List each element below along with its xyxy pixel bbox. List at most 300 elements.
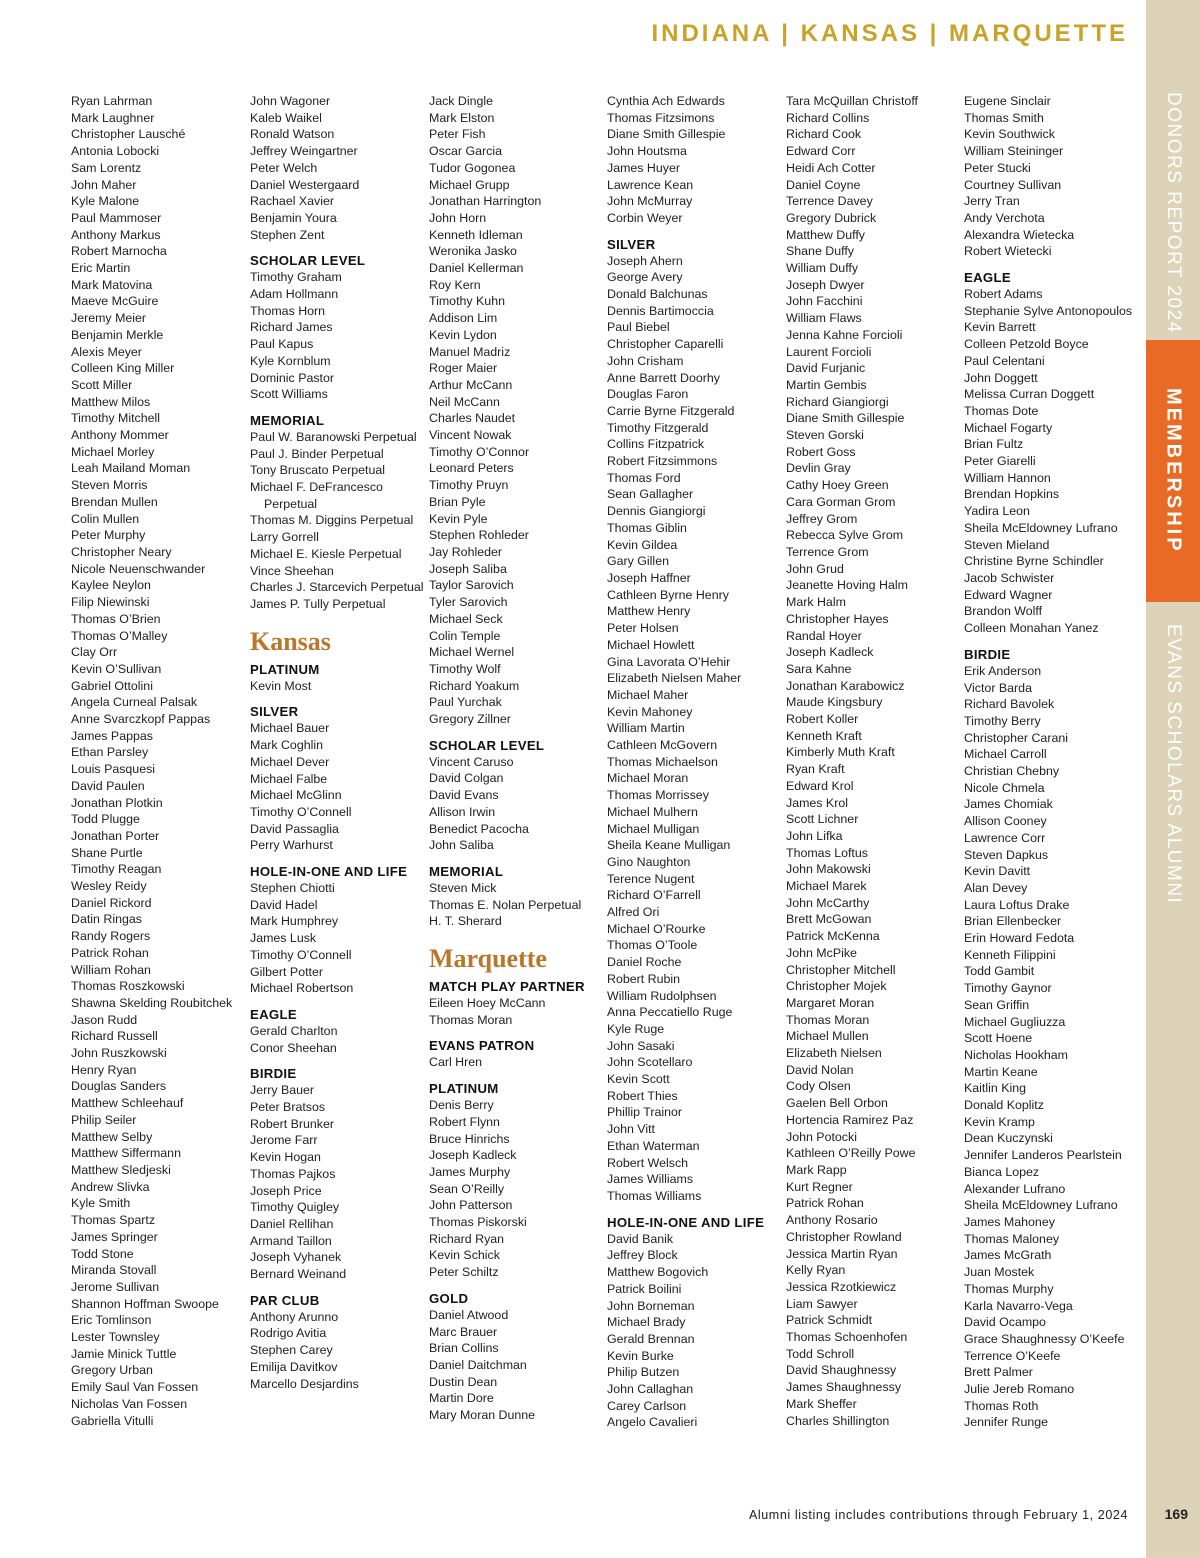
sidebar-subsection-text: EVANS SCHOLARS ALUMNI — [1163, 624, 1184, 905]
donor-column-4 — [607, 93, 783, 1431]
donor-name: Douglas Faron — [607, 387, 689, 402]
donor-columns — [71, 93, 1151, 1453]
donor-name: Tyler Sarovich — [429, 595, 508, 610]
donor-name: John Patterson — [429, 1198, 513, 1213]
donor-name: Robert Adams — [964, 287, 1043, 302]
donor-name: John Makowski — [786, 862, 871, 877]
donor-name: William Hannon — [964, 470, 1051, 485]
donor-name: David Colgan — [429, 771, 504, 786]
donor-name: Patrick Rohan — [786, 1196, 864, 1211]
donor-level-heading: MEMORIAL — [250, 412, 325, 428]
donor-name: Christopher Rowland — [786, 1229, 902, 1244]
donor-level-heading: EAGLE — [964, 270, 1011, 286]
donor-name: Devlin Gray — [786, 461, 851, 476]
donor-name: Colin Temple — [429, 628, 501, 643]
donor-name: Christopher Lausché — [71, 127, 186, 142]
sidebar-report-label — [1146, 80, 1200, 340]
donor-name: Thomas M. Diggins Perpetual — [250, 513, 414, 528]
donor-name: Terrence Grom — [786, 544, 869, 559]
donor-name: Mark Laughner — [71, 110, 155, 125]
donor-name: Brendan Hopkins — [964, 487, 1060, 502]
donor-name: Patrick Rohan — [71, 945, 149, 960]
donor-name: Brandon Wolff — [964, 604, 1043, 619]
donor-name: Jonathan Karabowicz — [786, 678, 905, 693]
donor-name: Thomas Moran — [786, 1012, 870, 1027]
donor-name: Daniel Daitchman — [429, 1358, 527, 1372]
donor-name: Jenna Kahne Forcioli — [786, 327, 903, 342]
donor-name: Martin Gembis — [786, 377, 867, 392]
section-heading: Kansas — [250, 626, 331, 656]
donor-name: Emily Saul Van Fossen — [71, 1380, 199, 1395]
donor-name: Larry Gorrell — [250, 530, 319, 545]
donor-name: Thomas Morrissey — [607, 788, 709, 803]
donor-name: Jonathan Harrington — [429, 194, 542, 209]
donor-column-5 — [786, 93, 962, 1429]
donor-level-heading: HOLE-IN-ONE AND LIFE — [250, 864, 408, 880]
donor-name: Leonard Peters — [429, 461, 514, 476]
donor-name: Shawna Skelding Roubitchek — [71, 995, 233, 1010]
donor-name: Charles J. Starcevich Perpetual — [250, 580, 424, 595]
donor-name: Karla Navarro-Vega — [964, 1298, 1073, 1313]
donor-name: Jerome Sullivan — [71, 1279, 160, 1294]
donor-name: Sean Griffin — [964, 997, 1030, 1012]
donor-name: Andrew Slivka — [71, 1179, 150, 1194]
donor-name: Kevin Scott — [607, 1072, 670, 1087]
donor-name: Robert Rubin — [607, 971, 681, 986]
donor-name: Angela Curneal Palsak — [71, 695, 198, 710]
donor-name: Thomas Schoenhofen — [786, 1330, 908, 1345]
donor-name: Brendan Mullen — [71, 494, 158, 509]
donor-name: Mark Humphrey — [250, 914, 339, 929]
donor-name: Christopher Mitchell — [786, 962, 896, 977]
donor-name: Taylor Sarovich — [429, 578, 514, 593]
donor-name: Robert Thies — [607, 1088, 678, 1103]
donor-name: Christopher Carani — [964, 730, 1068, 745]
donor-name: Timothy O’Connor — [429, 444, 530, 459]
donor-name: Michael Dever — [250, 754, 330, 769]
donor-name: David Paulen — [71, 778, 145, 793]
donor-name: Paul Mammoser — [71, 210, 162, 225]
donor-name: Lawrence Corr — [964, 830, 1046, 845]
donor-name: John McCarthy — [786, 895, 870, 910]
donor-name: Roy Kern — [429, 277, 481, 292]
donor-name: Christopher Caparelli — [607, 337, 724, 352]
donor-name: Daniel Kellerman — [429, 261, 524, 276]
donor-name: Timothy O’Connell — [250, 947, 352, 962]
donor-name: Sheila McEldowney Lufrano — [964, 1198, 1118, 1213]
donor-name: Armand Taillon — [250, 1233, 332, 1248]
donor-name: Stephen Zent — [250, 227, 325, 242]
donor-name: Jonathan Porter — [71, 828, 160, 843]
donor-name: David Nolan — [786, 1062, 854, 1077]
donor-name: Kevin Hogan — [250, 1150, 321, 1165]
donor-name: John Grud — [786, 561, 844, 576]
donor-name: Gerald Brennan — [607, 1331, 695, 1346]
donor-name: Anthony Arunno — [250, 1309, 339, 1324]
donor-name: Kevin Southwick — [964, 127, 1055, 142]
donor-name: John Houtsma — [607, 144, 687, 159]
donor-name: Peter Fish — [429, 127, 486, 142]
donor-name: Brian Fultz — [964, 437, 1024, 452]
donor-name: Steven Gorski — [786, 428, 864, 443]
donor-name: Jay Rohleder — [429, 544, 503, 559]
donor-name: Joseph Kadleck — [429, 1148, 517, 1163]
donor-name: Paul W. Baranowski Perpetual — [250, 429, 417, 444]
donor-name: Kenneth Idleman — [429, 227, 523, 242]
donor-name: Courtney Sullivan — [964, 177, 1062, 192]
donor-name: John Borneman — [607, 1298, 695, 1313]
donor-name: Terence Nugent — [607, 871, 695, 886]
donor-name: Allison Irwin — [429, 804, 496, 819]
donor-name: Thomas Michaelson — [607, 754, 718, 769]
donor-name: Terrence O’Keefe — [964, 1348, 1061, 1363]
donor-name: Richard O’Farrell — [607, 888, 701, 903]
donor-name: Roger Maier — [429, 361, 498, 376]
donor-name: Mary Moran Dunne — [429, 1408, 536, 1423]
donor-name: Thomas Spartz — [71, 1213, 156, 1228]
donor-name: Richard Cook — [786, 127, 862, 142]
donor-name: Paul Celentani — [964, 353, 1045, 368]
sidebar-subsection-label — [1146, 612, 1200, 912]
donor-name: H. T. Sherard — [429, 914, 502, 929]
donor-name: Nicole Neuenschwander — [71, 561, 206, 576]
donor-name: Ronald Watson — [250, 127, 335, 142]
donor-name: Gabriella Vitulli — [71, 1413, 154, 1428]
donor-name: Michael McGlinn — [250, 788, 342, 803]
donor-name: Jennifer Runge — [964, 1415, 1049, 1430]
donor-name: Michael Mullen — [786, 1029, 869, 1044]
donor-name: James P. Tully Perpetual — [250, 596, 386, 611]
donor-name: Matthew Duffy — [786, 227, 865, 242]
donor-name: Allison Cooney — [964, 814, 1047, 829]
donor-name: Henry Ryan — [71, 1062, 137, 1077]
donor-name: Nicholas Hookham — [964, 1047, 1068, 1062]
donor-name: Eileen Hoey McCann — [429, 996, 546, 1011]
donor-name: Jeffrey Weingartner — [250, 144, 358, 159]
donor-name: John Lifka — [786, 828, 843, 843]
donor-name: Dustin Dean — [429, 1374, 498, 1389]
donor-name: Carey Carlson — [607, 1398, 687, 1413]
donor-name: Eugene Sinclair — [964, 94, 1051, 108]
page-header: INDIANA | KANSAS | MARQUETTE — [651, 20, 1128, 47]
donor-name: James Springer — [71, 1229, 158, 1244]
donor-name: James Murphy — [429, 1164, 511, 1179]
donor-name: Heidi Ach Cotter — [786, 160, 876, 175]
donor-name: Thomas Pajkos — [250, 1166, 336, 1181]
donor-name: Daniel Coyne — [786, 177, 861, 192]
donor-name: Stephen Chiotti — [250, 881, 335, 896]
donor-name: Leah Mailand Moman — [71, 461, 191, 476]
donor-name: Donald Koplitz — [964, 1098, 1044, 1113]
donor-name: Christian Chebny — [964, 764, 1060, 779]
donor-name: Richard Collins — [786, 110, 870, 125]
donor-name: Thomas Roszkowski — [71, 979, 185, 994]
donor-name: Kevin Barrett — [964, 320, 1036, 335]
donor-name: Maude Kingsbury — [786, 695, 883, 710]
donor-name: David Shaughnessy — [786, 1363, 897, 1378]
donor-name: Michael Mulhern — [607, 804, 698, 819]
donor-name: Vincent Nowak — [429, 428, 512, 443]
donor-name: Kathleen O’Reilly Powe — [786, 1146, 916, 1161]
donor-name: Laurent Forcioli — [786, 344, 872, 359]
donor-name: Randy Rogers — [71, 929, 151, 944]
sidebar-section-tab — [1146, 340, 1200, 602]
donor-name: Tony Bruscato Perpetual — [250, 463, 385, 478]
donor-name: Ryan Lahrman — [71, 94, 153, 108]
donor-name: Daniel Rellihan — [250, 1216, 334, 1231]
donor-name: Kevin Schick — [429, 1248, 500, 1263]
donor-name: Joseph Ahern — [607, 253, 683, 268]
donor-name: Timothy Berry — [964, 713, 1041, 728]
donor-name: Matthew Sledjeski — [71, 1163, 171, 1177]
donor-name: John Maher — [71, 177, 137, 192]
donor-name: Kevin Most — [250, 678, 312, 693]
donor-name: Kimberly Muth Kraft — [786, 745, 895, 760]
donor-column-1 — [71, 93, 247, 1429]
donor-name: Dennis Giangiorgi — [607, 504, 706, 519]
donor-name: Jamie Minick Tuttle — [71, 1346, 177, 1361]
donor-name: Thomas Giblin — [607, 520, 687, 535]
donor-name: Joseph Price — [250, 1183, 322, 1198]
donor-name: Philip Seiler — [71, 1112, 137, 1127]
donor-name: Gina Lavorata O’Hehir — [607, 654, 731, 669]
donor-name: James Krol — [786, 795, 848, 810]
donor-name: Addison Lim — [429, 311, 498, 326]
donor-name: David Banik — [607, 1231, 674, 1246]
donor-name: Dean Kuczynski — [964, 1131, 1053, 1146]
donor-name: Peter Stucki — [964, 160, 1031, 175]
donor-name: Melissa Curran Doggett — [964, 387, 1095, 402]
donor-name: Brian Collins — [429, 1341, 499, 1356]
donor-name: Thomas Maloney — [964, 1231, 1060, 1246]
donor-name: Liam Sawyer — [786, 1296, 858, 1311]
donor-name: Kevin Burke — [607, 1348, 674, 1363]
donor-level-heading: GOLD — [429, 1290, 469, 1306]
donor-name: Richard Yoakum — [429, 678, 520, 693]
donor-name: Antonia Lobocki — [71, 144, 160, 159]
donor-name: Phillip Trainor — [607, 1105, 683, 1120]
donor-name: John Ruszkowski — [71, 1046, 167, 1061]
donor-name: Martin Dore — [429, 1391, 494, 1406]
donor-name: Marcello Desjardins — [250, 1376, 359, 1391]
donor-name: Scott Williams — [250, 387, 328, 402]
donor-name: Kevin Pyle — [429, 511, 488, 526]
donor-name: Michael Brady — [607, 1315, 686, 1330]
donor-name: Thomas Fitzsimons — [607, 110, 715, 125]
donor-name: Rebecca Sylve Grom — [786, 528, 904, 543]
donor-name: Sam Lorentz — [71, 160, 142, 175]
donor-name: Donald Balchunas — [607, 287, 708, 302]
donor-name: James Lusk — [250, 931, 317, 946]
donor-name: Michael Maher — [607, 687, 689, 702]
donor-name: Collins Fitzpatrick — [607, 437, 705, 452]
donor-name: Timothy Graham — [250, 270, 342, 285]
donor-name: Peter Murphy — [71, 528, 146, 543]
donor-name: Michael Mulligan — [607, 821, 700, 836]
donor-name: John Sasaki — [607, 1038, 675, 1053]
donor-name: Benjamin Youra — [250, 210, 337, 225]
donor-name: Robert Welsch — [607, 1155, 689, 1170]
donor-level-heading: PAR CLUB — [250, 1292, 320, 1308]
donor-name: Edward Corr — [786, 144, 856, 159]
donor-name: Joseph Haffner — [607, 570, 691, 585]
donor-name: Paul J. Binder Perpetual — [250, 446, 384, 461]
donor-name: John Doggett — [964, 370, 1038, 385]
donor-name: Jack Dingle — [429, 94, 494, 108]
donor-name: Ryan Kraft — [786, 762, 845, 777]
donor-name: James McGrath — [964, 1248, 1052, 1263]
donor-name: William Martin — [607, 721, 685, 736]
donor-name: Robert Brunker — [250, 1116, 335, 1131]
donor-name: James Chomiak — [964, 797, 1053, 812]
donor-name: Corbin Weyer — [607, 210, 683, 225]
donor-name: Adam Hollmann — [250, 287, 339, 302]
donor-name: Jonathan Plotkin — [71, 795, 163, 810]
donor-level-heading: SILVER — [250, 704, 299, 720]
donor-name: Nicholas Van Fossen — [71, 1396, 188, 1411]
donor-name: Michael Bauer — [250, 721, 330, 736]
donor-name: Eric Martin — [71, 261, 131, 276]
donor-name: Philip Butzen — [607, 1365, 680, 1380]
donor-name: Anthony Mommer — [71, 428, 169, 443]
donor-name: Gino Naughton — [607, 854, 691, 869]
donor-name: Edward Wagner — [964, 587, 1053, 602]
donor-name: Kelly Ryan — [786, 1263, 846, 1278]
donor-name: Victor Barda — [964, 680, 1032, 695]
donor-name: Michael Fogarty — [964, 420, 1053, 435]
donor-name: Christopher Neary — [71, 544, 172, 559]
donor-name: Mark Halm — [786, 595, 846, 610]
donor-name: Timothy Reagan — [71, 862, 162, 877]
donor-name: Nicole Chmela — [964, 780, 1045, 795]
donor-name: Erik Anderson — [964, 663, 1042, 678]
donor-level-heading: SCHOLAR LEVEL — [429, 737, 545, 753]
donor-name: Jerry Bauer — [250, 1083, 315, 1098]
donor-name: Benedict Pacocha — [429, 821, 529, 836]
donor-name: Christopher Mojek — [786, 979, 887, 994]
donor-name: Kevin Gildea — [607, 537, 678, 552]
donor-name: Cody Olsen — [786, 1079, 851, 1094]
donor-name: William Flaws — [786, 311, 862, 326]
donor-name: Thomas Horn — [250, 303, 326, 318]
donor-name: Thomas E. Nolan Perpetual — [429, 897, 582, 912]
donor-name: William Rohan — [71, 962, 151, 977]
donor-name: John McPike — [786, 945, 857, 960]
donor-name: Colleen King Miller — [71, 361, 175, 376]
donor-name: Jeremy Meier — [71, 311, 147, 326]
donor-name: Michael Gugliuzza — [964, 1014, 1066, 1029]
donor-name: Peter Holsen — [607, 621, 679, 636]
donor-name: Anthony Rosario — [786, 1213, 878, 1228]
donor-level-heading: SCHOLAR LEVEL — [250, 253, 366, 269]
donor-name: Carl Hren — [429, 1055, 483, 1070]
donor-name: Jerome Farr — [250, 1133, 318, 1148]
donor-name: Matthew Henry — [607, 604, 691, 619]
donor-name: Lawrence Kean — [607, 177, 694, 192]
donor-name: Hortencia Ramirez Paz — [786, 1112, 914, 1127]
donor-name: Sean O’Reilly — [429, 1181, 505, 1196]
donor-name: Shane Purtle — [71, 845, 143, 860]
donor-name: Thomas Ford — [607, 470, 681, 485]
donor-name: Tudor Gogonea — [429, 160, 516, 175]
donor-name: Steven Mick — [429, 880, 497, 895]
donor-name: Michael Grupp — [429, 177, 510, 192]
donor-name: Richard Russell — [71, 1029, 158, 1044]
donor-name: John Facchini — [786, 294, 863, 309]
donor-level-heading: MATCH PLAY PARTNER — [429, 979, 585, 995]
donor-name: Randal Hoyer — [786, 628, 862, 643]
donor-name: Patrick Schmidt — [786, 1313, 873, 1328]
section-heading: Marquette — [429, 944, 547, 974]
donor-name: Alan Devey — [964, 880, 1028, 895]
donor-name: Kevin Kramp — [964, 1114, 1035, 1129]
donor-name: Kurt Regner — [786, 1179, 853, 1194]
donor-name: Kyle Kornblum — [250, 353, 331, 368]
donor-name: Tara McQuillan Christoff — [786, 94, 918, 108]
donor-name: Richard Ryan — [429, 1231, 505, 1246]
donor-name: Weronika Jasko — [429, 244, 517, 259]
donor-name: Kenneth Filippini — [964, 947, 1056, 962]
donor-name: Marc Brauer — [429, 1324, 498, 1339]
donor-name: Denis Berry — [429, 1098, 494, 1113]
donor-name: James Williams — [607, 1172, 694, 1187]
donor-name: Anne Barrett Doorhy — [607, 370, 720, 385]
donor-name: Michael Wernel — [429, 645, 515, 660]
donor-name: Mark Rapp — [786, 1163, 847, 1177]
donor-name: Emilija Davitkov — [250, 1359, 338, 1374]
donor-name: Jennifer Landeros Pearlstein — [964, 1148, 1122, 1163]
donor-name: Jeanette Hoving Halm — [786, 578, 908, 593]
donor-name: Cara Gorman Grom — [786, 494, 896, 509]
donor-name: Michael Falbe — [250, 771, 328, 786]
donor-name: John Wagoner — [250, 94, 331, 108]
donor-name: Miranda Stovall — [71, 1263, 157, 1278]
donor-name: James Huyer — [607, 160, 680, 175]
donor-name: Douglas Sanders — [71, 1079, 167, 1094]
donor-name: Bianca Lopez — [964, 1164, 1040, 1179]
donor-name: Timothy Pruyn — [429, 478, 509, 493]
donor-name: Rachael Xavier — [250, 194, 335, 209]
donor-name: Cynthia Ach Edwards — [607, 94, 725, 108]
donor-name: Robert Koller — [786, 712, 859, 727]
donor-name: Scott Miller — [71, 377, 133, 392]
donor-name: Bernard Weinand — [250, 1267, 347, 1282]
donor-column-3 — [429, 93, 605, 1424]
donor-name: Thomas Piskorski — [429, 1215, 527, 1230]
donor-name: Kevin Davitt — [964, 864, 1031, 879]
donor-name: Brett Palmer — [964, 1365, 1033, 1380]
donor-name: Diane Smith Gillespie — [607, 127, 726, 142]
donor-name: Kyle Smith — [71, 1196, 131, 1211]
donor-name: Thomas Dote — [964, 403, 1039, 418]
donor-name: Robert Wietecki — [964, 244, 1052, 259]
donor-name: Juan Mostek — [964, 1265, 1035, 1280]
donor-name: Oscar Garcia — [429, 144, 502, 159]
donor-name: James Shaughnessy — [786, 1380, 902, 1395]
donor-name: Kevin Mahoney — [607, 704, 693, 719]
donor-name: Joseph Dwyer — [786, 277, 865, 292]
donor-name: Edward Krol — [786, 778, 854, 793]
donor-name: William Steininger — [964, 144, 1064, 159]
donor-level-heading: EVANS PATRON — [429, 1038, 535, 1054]
donor-column-6 — [964, 93, 1140, 1431]
donor-name: Michael E. Kiesle Perpetual — [250, 546, 402, 561]
donor-name: Timothy Fitzgerald — [607, 420, 709, 435]
donor-name: Matthew Milos — [71, 394, 151, 409]
donor-name: Timothy Kuhn — [429, 294, 505, 309]
donor-name: Jessica Martin Ryan — [786, 1246, 898, 1261]
donor-name: Wesley Reidy — [71, 879, 147, 894]
